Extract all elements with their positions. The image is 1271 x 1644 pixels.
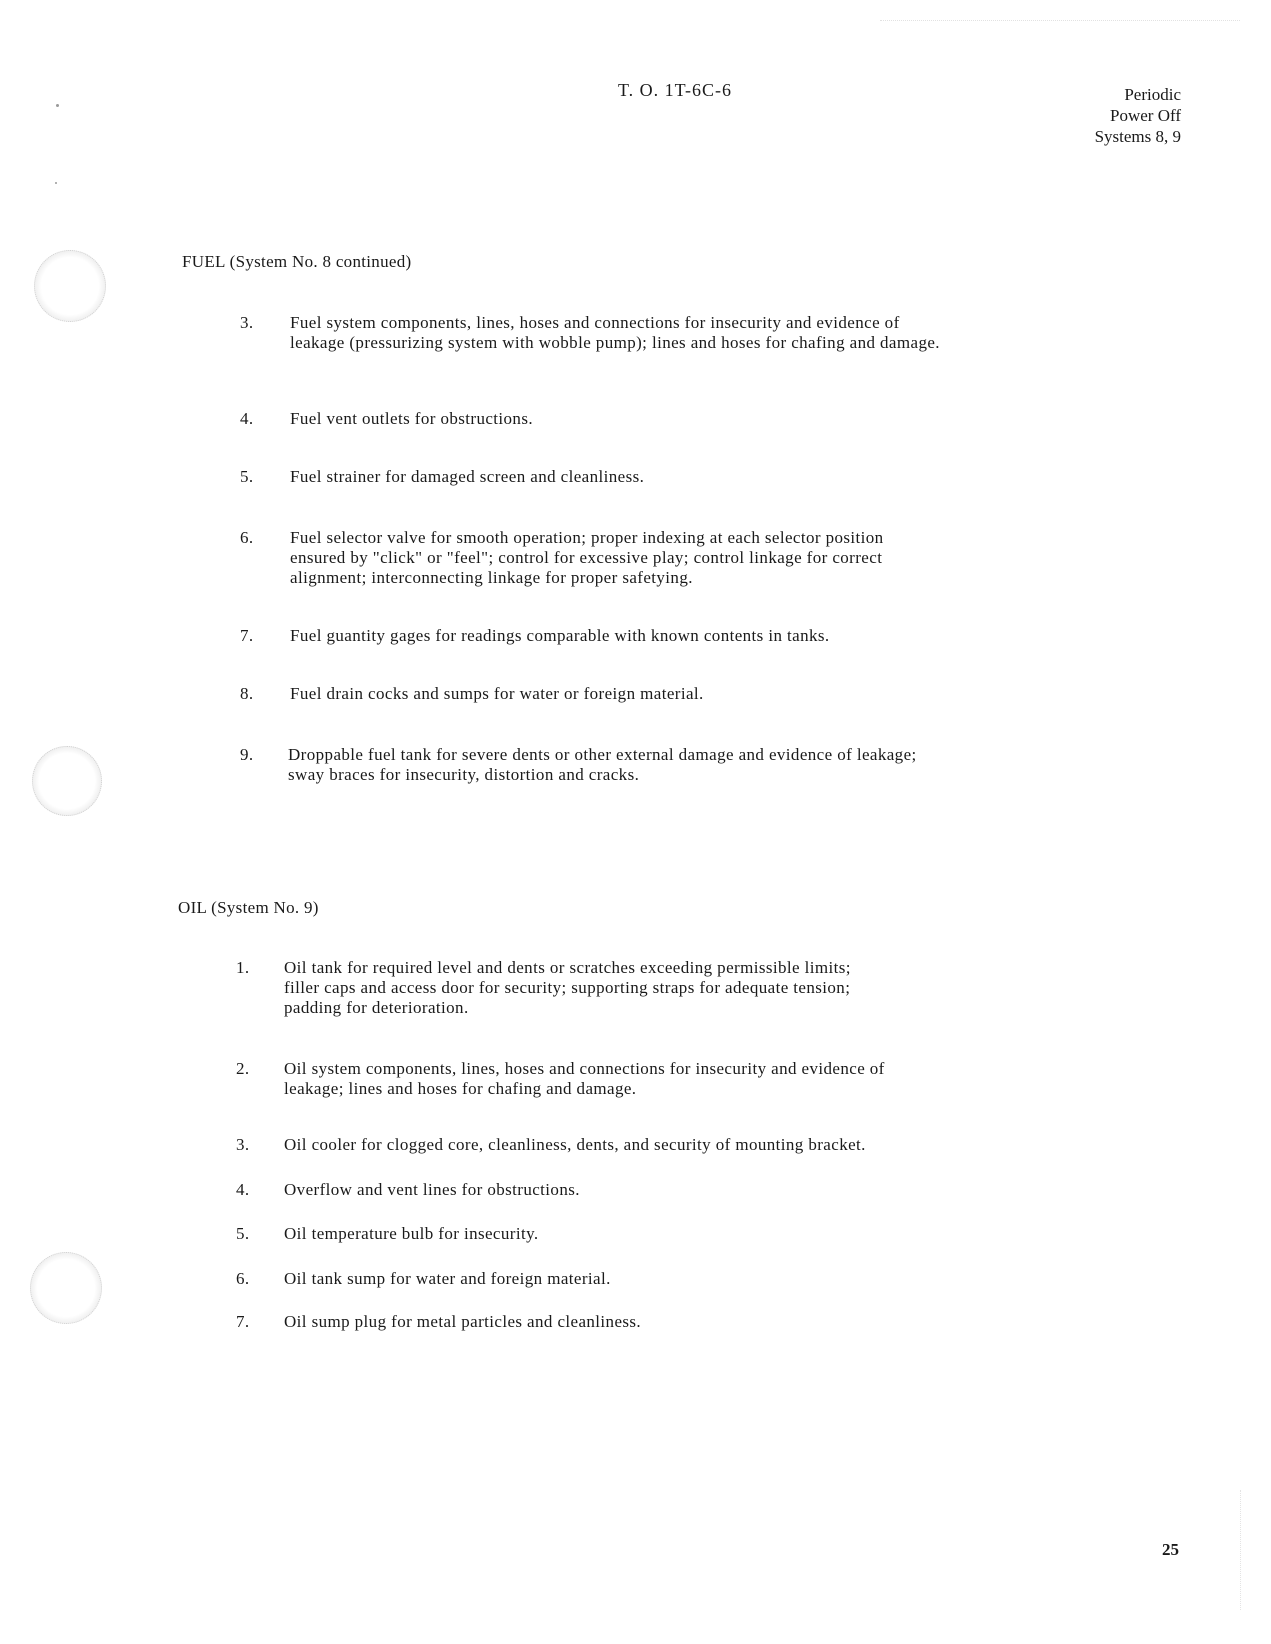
oil-section-title: OIL (System No. 9) — [178, 898, 319, 917]
item-text: Fuel system components, lines, hoses and connections for insecurity and evidence of leakage (pressurizing system with wobble pump); lines and hoses for chafing and damage. — [290, 313, 940, 352]
header-section-labels — [1095, 84, 1181, 147]
item-number: 1. — [236, 958, 250, 977]
scan-speck — [56, 104, 59, 107]
item-number: 5. — [240, 467, 254, 486]
scan-artifact-top — [880, 20, 1240, 21]
scan-artifact-edge — [1240, 1490, 1241, 1610]
item-text: Oil cooler for clogged core, cleanliness, dents, and security of mounting bracket. — [284, 1135, 866, 1154]
page-number: 25 — [1162, 1540, 1179, 1559]
item-text: Oil sump plug for metal particles and cleanliness. — [284, 1312, 642, 1331]
item-number: 5. — [236, 1224, 250, 1243]
item-number: 7. — [236, 1312, 250, 1331]
item-number: 4. — [240, 409, 254, 428]
item-number: 3. — [236, 1135, 250, 1154]
item-number: 4. — [236, 1180, 250, 1199]
item-text: Fuel selector valve for smooth operation; proper indexing at each selector position ensured by "click" or "feel"; control for excessive play; control linkage for correct alignment; interconnecting linkage for proper safetying. — [290, 528, 884, 587]
item-text: Fuel vent outlets for obstructions. — [290, 409, 534, 428]
item-text: Fuel strainer for damaged screen and cleanliness. — [290, 467, 645, 486]
doc-number: T. O. 1T-6C-6 — [618, 80, 732, 100]
item-number: 6. — [236, 1269, 250, 1288]
item-number: 9. — [240, 745, 254, 764]
item-number: 6. — [240, 528, 254, 547]
item-number: 2. — [236, 1059, 250, 1078]
header-line-power-off: Power Off — [1110, 106, 1181, 125]
item-text: Fuel guantity gages for readings comparable with known contents in tanks. — [290, 626, 830, 645]
item-text: Oil tank sump for water and foreign material. — [284, 1269, 611, 1288]
item-text: Droppable fuel tank for severe dents or other external damage and evidence of leakage; sway braces for insecurity, distortion and cracks. — [288, 745, 917, 784]
item-number: 7. — [240, 626, 254, 645]
item-text: Overflow and vent lines for obstructions. — [284, 1180, 580, 1199]
item-number: 3. — [240, 313, 254, 332]
item-text: Oil system components, lines, hoses and connections for insecurity and evidence of leakage; lines and hoses for chafing and damage. — [284, 1059, 885, 1098]
item-text: Oil tank for required level and dents or scratches exceeding permissible limits; filler caps and access door for security; supporting straps for adequate tension; padding for deterioration. — [284, 958, 851, 1017]
fuel-section-title: FUEL (System No. 8 continued) — [182, 252, 412, 271]
item-text: Fuel drain cocks and sumps for water or foreign material. — [290, 684, 704, 703]
item-text: Oil temperature bulb for insecurity. — [284, 1224, 539, 1243]
item-number: 8. — [240, 684, 254, 703]
punch-hole-middle — [32, 746, 102, 816]
header-line-periodic: Periodic — [1124, 85, 1181, 104]
scan-speck — [55, 182, 57, 184]
punch-hole-top — [34, 250, 106, 322]
punch-hole-bottom — [30, 1252, 102, 1324]
header-line-systems: Systems 8, 9 — [1094, 127, 1181, 146]
